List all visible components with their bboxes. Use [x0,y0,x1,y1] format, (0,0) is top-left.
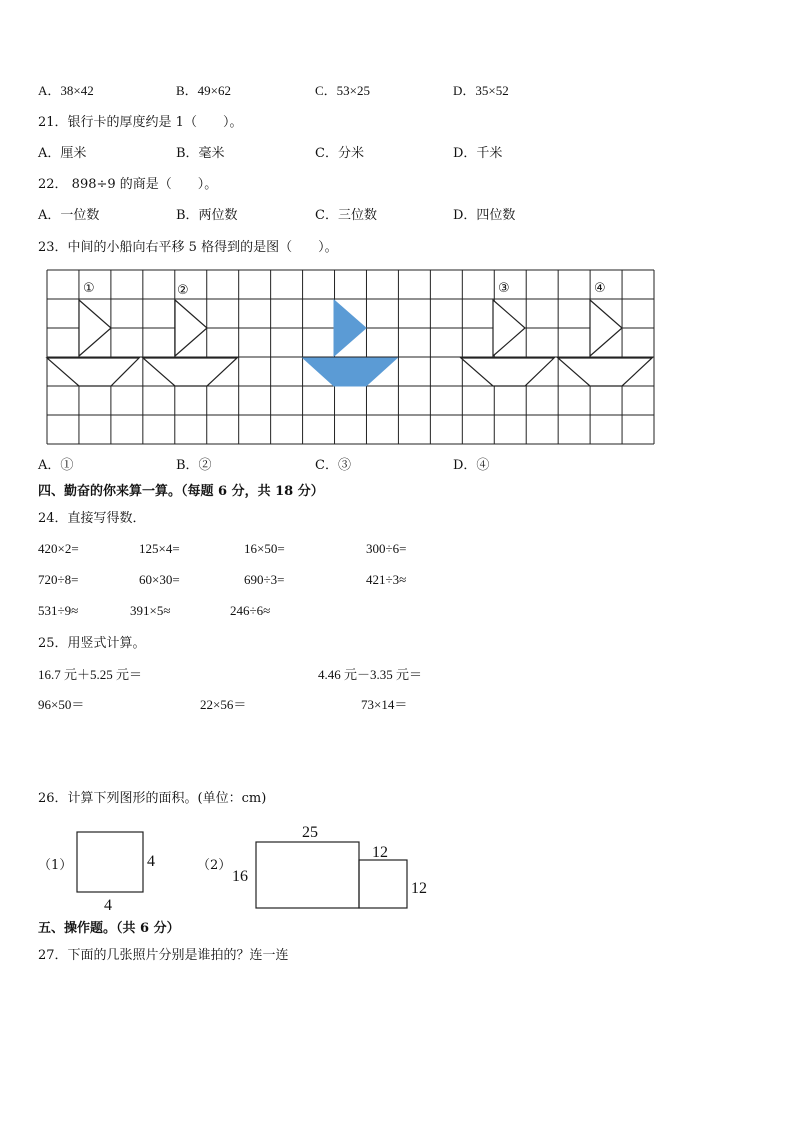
square-figure [77,832,143,892]
q25-item: 16.7 元＋5.25 元＝ [38,667,143,682]
q24-item: 300÷6= [366,541,407,556]
fig1-side-bottom: 4 [104,897,112,914]
small-square [359,860,407,908]
fig2-small-right: 12 [411,880,427,897]
q24-item: 60×30= [139,572,180,587]
q20-option-a: A．38×42 [38,83,94,98]
q23-option-d: D．④ [453,458,490,473]
grid-label-4: ④ [594,281,606,296]
q21-option-c: C．分米 [315,146,364,161]
grid-label-3: ③ [498,281,510,296]
q25-item: 73×14＝ [361,697,408,712]
q22-stem: 22． 898÷9 的商是（ ）。 [38,177,218,192]
big-rectangle [256,842,359,908]
q24-stem: 24．直接写得数． [38,511,146,526]
q21-stem: 21．银行卡的厚度约是 1（ ）。 [38,115,243,130]
boat-4 [558,300,652,386]
section-4-heading: 四、勤奋的你来算一算。（每题 6 分，共 18 分） [38,484,324,499]
q20-option-b: B．49×62 [176,83,232,98]
q24-item: 690÷3= [244,572,285,587]
q20-option-c: C．53×25 [315,83,371,98]
fig2-big-left: 16 [232,868,248,885]
q24-item: 420×2= [38,541,79,556]
q21-option-a: A．厘米 [38,146,87,161]
q24-item: 246÷6≈ [230,603,271,618]
boat-1 [47,300,139,386]
q25-item: 96×50＝ [38,697,85,712]
q22-option-a: A．一位数 [38,208,100,223]
q25-stem: 25．用竖式计算。 [38,636,146,651]
fig1-side-right: 4 [147,853,155,870]
q24-item: 421÷3≈ [366,572,407,587]
q21-option-b: B．毫米 [176,146,225,161]
q26-stem: 26．计算下列图形的面积。(单位：cm) [38,791,267,806]
q25-item: 4.46 元－3.35 元＝ [318,667,423,682]
q22-option-d: D．四位数 [453,208,516,223]
grid-label-1: ① [83,281,95,296]
q24-item: 16×50= [244,541,285,556]
fig2-big-top: 25 [302,824,318,841]
fig1-label: （1） [38,858,73,873]
grid-label-2: ② [177,283,189,298]
q21-option-d: D．千米 [453,146,503,161]
fig2-label: （2） [197,858,232,873]
q24-item: 720÷8= [38,572,79,587]
boat-3 [461,300,554,386]
grid-lines [47,270,654,444]
q24-item: 531÷9≈ [38,603,79,618]
boat-middle-highlighted [303,300,397,386]
q22-option-c: C．三位数 [315,208,377,223]
q27-stem: 27．下面的几张照片分别是谁拍的？连一连 [38,948,289,963]
fig2-small-top: 12 [372,844,388,861]
q20-option-d: D．35×52 [453,83,509,98]
boat-2 [143,300,237,386]
q25-item: 22×56＝ [200,697,247,712]
q23-option-b: B．② [176,458,212,473]
q23-stem: 23．中间的小船向右平移 5 格得到的是图（ ）。 [38,240,338,255]
section-5-heading: 五、操作题。（共 6 分） [38,921,180,936]
q22-option-b: B．两位数 [176,208,238,223]
q24-item: 391×5≈ [130,603,171,618]
q23-option-c: C．③ [315,458,351,473]
q23-option-a: A．① [38,458,74,473]
q24-item: 125×4= [139,541,180,556]
